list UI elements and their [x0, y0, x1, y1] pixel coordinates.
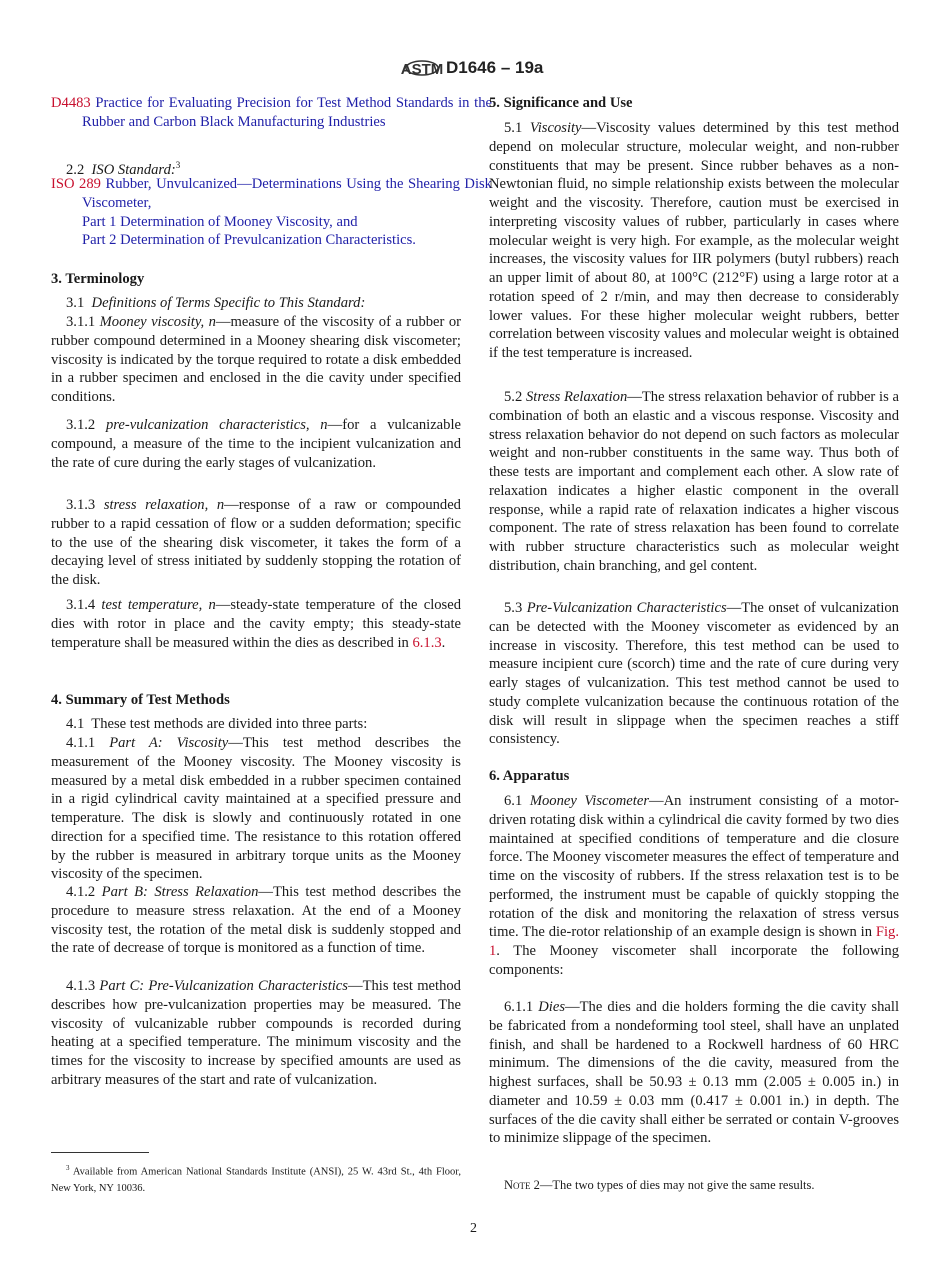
paragraph: 4.1.3 Part C: Pre-Vulcanization Characteristics—This test method describes how pre-vulcanization properties may be measured. The viscosity of vulcanizable rubber compounds is recorded during heating at a specified temperature. The minimum viscosity and the times for the viscosity to increase by specified amounts are used as arbitrary measures of the start and rate of vulcanization.	[51, 978, 461, 1088]
paragraph: 3.1.1 Mooney viscosity, n—measure of the viscosity of a rubber or rubber compound determined in a Mooney shearing disk viscometer; viscosity is indicated by the torque required to rotate a disk embedded in a rubber specimen and enclosed in the die cavity under specified conditions.	[51, 314, 461, 405]
paragraph: 3.1.3 stress relaxation, n—response of a raw or compounded rubber to a rapid cessation of flow or a sudden deformation; specific to the use of the shearing disk viscometer, it takes the form of a decaying level of stress initiated by suddenly stopping the rotation of the disk.	[51, 497, 461, 588]
paragraph: 5.3 Pre-Vulcanization Characteristics—The onset of vulcanization can be detected with the Mooney viscometer as evidenced by an increase in viscosity. Therefore, this test method can be used to measure incipient cure (scorch) time and the rate of cure during very early stages of vulcanization. This test method cannot be used to study complete vulcanization because the continuous rotation of the disk will result in slippage when the specimen reaches a stiff consistency.	[489, 600, 899, 748]
figure-link[interactable]: Fig. 1	[489, 924, 899, 959]
iso-standard-heading: 2.2 ISO Standard:$^3$	[66, 160, 181, 178]
astm-logo-icon	[400, 52, 444, 84]
ref-code-link[interactable]: D4483	[51, 95, 91, 111]
section-heading: 3. Terminology	[51, 271, 145, 287]
section-heading: 6. Apparatus	[489, 768, 570, 784]
paragraph: 3.1.4 test temperature, n—steady-state temperature of the closed dies with rotor in place and the cavity empty; this steady-state temperature shall be measured within the dies as described in 6.1.3.	[51, 597, 461, 651]
page-header	[400, 52, 544, 84]
paragraph: 6.1 Mooney Viscometer—An instrument consisting of a motor-driven rotating disk within a cylindrical die cavity formed by two dies maintained at specified conditions of temperature and die closure force. The Mooney viscometer measures the effect of temperature and time on the viscosity of rubbers. If the stress relaxation test is to be performed, the instrument must be capable of quickly stopping the rotation of the disk and monitoring the relaxation of stress versus time. The die-rotor relationship of an example design is shown in Fig. 1. The Mooney viscometer shall incorporate the following components:	[489, 793, 900, 978]
paragraph: 3.1.2 pre-vulcanization characteristics, n—for a vulcanizable compound, a measure of the time to the incipient vulcanization and the rate of cure during the early stages of vulcanization.	[51, 417, 461, 471]
paragraph: 3.1 Definitions of Terms Specific to This Standard:	[66, 295, 366, 311]
designation: D1646 – 19a	[446, 57, 544, 77]
ref-code-link[interactable]: ISO 289	[51, 176, 101, 192]
paragraph: 5.2 Stress Relaxation—The stress relaxation behavior of rubber is a combination of both an elastic and a viscous response. Viscosity and stress relaxation behavior do not depend on such factors as molecular weight and non-rubber constituents in the same way. Thus both of these tests are important and complement each other. A slow rate of relaxation indicates a higher elastic component in the overall response, while a rapid rate of relaxation indicates a higher viscous component. The rate of stress relaxation has been found to correlate with rubber structure characteristics such as molecular weight distribution, chain branching, and gel content.	[489, 389, 899, 574]
paragraph: 5.1 Viscosity—Viscosity values determined by this test method depend on molecular structure, molecular weight, and non-rubber constituents that may be present. Since rubber behaves as a non-Newtonian fluid, no simple relationship exists between the molecular weight and the viscosity. Therefore, caution must be exercised in interpreting viscosity values of rubber, particularly in cases where molecular weight is very high. For example, as the molecular weight increases, the viscosity values for IIR polymers (butyl rubbers) reach an upper limit of about 80, at 100°C (212°F) using a large rotor at a rotation speed of 2 r/min, and may then decrease to considerably lower values. For these higher molecular weight rubbers, better correlation between viscosity values and molecular weight is obtained if the test temperature is increased.	[489, 120, 899, 361]
paragraph: 4.1.2 Part B: Stress Relaxation—This test method describes the procedure to measure stress relaxation. At the end of a Mooney viscosity test, the rotation of the metal disk is suddenly stopped and the rate of decrease of torque is monitored as a function of time.	[51, 884, 461, 957]
note: Note 2—The two types of dies may not give the same results.	[504, 1178, 815, 1192]
section-heading: 4. Summary of Test Methods	[51, 692, 230, 708]
section-heading: 5. Significance and Use	[489, 95, 633, 111]
svg-text:ASTM: ASTM	[400, 61, 444, 78]
page-number: 2	[470, 1221, 477, 1236]
reference-iso289: ISO 289 Rubber, Unvulcanized—Determinations Using the Shearing Disk Viscometer, Part 1 Determination of Mooney Viscosity, and Part 2 Determination of Prevulcanization Characteristics.	[51, 176, 492, 249]
paragraph: 4.1 These test methods are divided into three parts:	[66, 716, 368, 732]
paragraph: 4.1.1 Part A: Viscosity—This test method describes the measurement of the Mooney viscosity. The Mooney viscosity is measured by a metal disk embedded in a rubber specimen contained in a rigid cylindrical cavity maintained at a specified pressure and temperature. The disk is slowly and continuously rotated in one direction for a specified time. The resistance to this rotation offered by the rubber is measured in arbitrary torque units as the Mooney viscosity of the specimen.	[51, 735, 462, 883]
footnote: $^3$ Available from American National Standards Institute (ANSI), 25 W. 43rd St., 4th Floor, New York, NY 10036.	[51, 1164, 461, 1194]
ref-title[interactable]: Practice for Evaluating Precision for Test Method Standards in the Rubber and Carbon Black Manufacturing Industries	[82, 95, 492, 130]
reference-d4483	[51, 94, 492, 132]
footnote-divider	[51, 1152, 149, 1153]
section-link[interactable]: 6.1.3	[412, 634, 442, 651]
paragraph: 6.1.1 Dies—The dies and die holders forming the die cavity shall be fabricated from a nondeforming tool steel, shall have an unplated finish, and shall be hardened to a Rockwell hardness of 60 HRC minimum. The dimensions of the die cavity, measured from the highest surfaces, shall be 50.93 ± 0.13 mm (2.005 ± 0.005 in.) in diameter and 10.59 ± 0.03 mm (0.417 ± 0.001 in.) in depth. The surfaces of the die cavity shall either be serrated or contain V-grooves to minimize slippage of the specimen.	[489, 999, 899, 1147]
